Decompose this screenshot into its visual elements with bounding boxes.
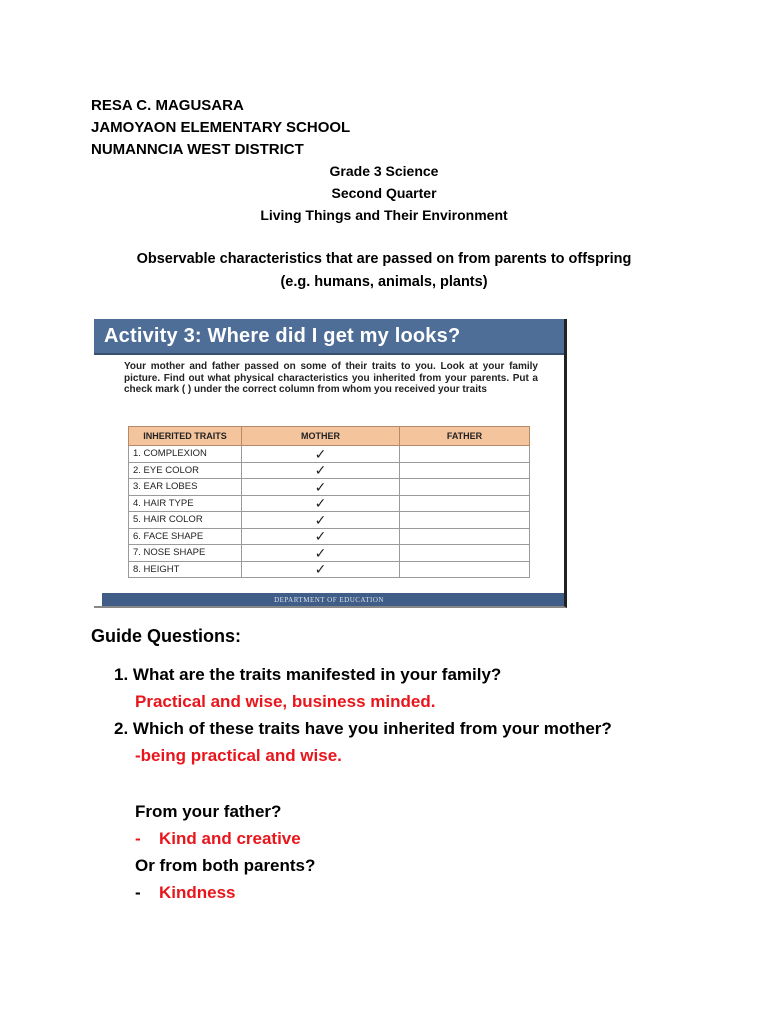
table-row [129, 495, 530, 512]
objective-line-2: (e.g. humans, animals, plants) [280, 274, 488, 290]
activity-image [94, 319, 567, 608]
answer-3 [135, 826, 301, 852]
trait-cell: 8. HEIGHT [129, 561, 242, 578]
trait-cell: 2. EYE COLOR [129, 462, 242, 479]
mother-check-cell: ✓ [242, 512, 400, 529]
guide-heading: Guide Questions: [91, 626, 242, 646]
objective-line-1: Observable characteristics that are passed on from parents to offspring [136, 251, 632, 267]
trait-cell: 3. EAR LOBES [129, 479, 242, 496]
school-name: JAMOYAON ELEMENTARY SCHOOL [91, 119, 351, 136]
table-row [129, 479, 530, 496]
table-row [129, 446, 530, 463]
traits-table [128, 426, 530, 578]
answer-3-dash: - [135, 829, 141, 848]
question-1: 1. What are the traits manifested in your family? [114, 665, 502, 684]
mother-check-cell: ✓ [242, 446, 400, 463]
activity-title: Activity 3: Where did I get my looks? [94, 319, 564, 355]
father-check-cell [400, 446, 530, 463]
activity-footer-edge [94, 593, 102, 607]
column-header-father: FATHER [400, 427, 530, 446]
mother-check-cell: ✓ [242, 462, 400, 479]
mother-check-cell: ✓ [242, 561, 400, 578]
father-check-cell [400, 495, 530, 512]
mother-check-cell: ✓ [242, 495, 400, 512]
trait-cell: 5. HAIR COLOR [129, 512, 242, 529]
district-name: NUMANNCIA WEST DISTRICT [91, 141, 304, 158]
answer-3-text: Kind and creative [159, 829, 301, 848]
table-row [129, 545, 530, 562]
column-header-traits: INHERITED TRAITS [129, 427, 242, 446]
question-3: From your father? [135, 802, 282, 821]
table-row [129, 512, 530, 529]
father-check-cell [400, 561, 530, 578]
answer-2: -being practical and wise. [135, 746, 342, 765]
trait-cell: 1. COMPLEXION [129, 446, 242, 463]
answer-1: Practical and wise, business minded. [135, 692, 436, 711]
question-4: Or from both parents? [135, 856, 316, 875]
answer-4-text: Kindness [159, 883, 236, 902]
father-check-cell [400, 462, 530, 479]
mother-check-cell: ✓ [242, 545, 400, 562]
quarter: Second Quarter [331, 185, 437, 201]
answer-4-dash: - [135, 883, 141, 902]
answer-4 [135, 880, 236, 906]
trait-cell: 6. FACE SHAPE [129, 528, 242, 545]
mother-check-cell: ✓ [242, 528, 400, 545]
activity-instructions: Your mother and father passed on some of their traits to you. Look at your family picture. Find out what physical characteristics you inherited from your parents. Put a check mark ( ) under the correct column from whom you received your traits [124, 361, 538, 395]
grade-subject: Grade 3 Science [329, 163, 439, 179]
topic: Living Things and Their Environment [260, 207, 508, 223]
activity-footer: DEPARTMENT OF EDUCATION [94, 593, 564, 607]
trait-cell: 4. HAIR TYPE [129, 495, 242, 512]
father-check-cell [400, 545, 530, 562]
father-check-cell [400, 528, 530, 545]
father-check-cell [400, 512, 530, 529]
author-name: RESA C. MAGUSARA [91, 97, 244, 114]
question-2: 2. Which of these traits have you inherited from your mother? [114, 719, 612, 738]
table-row [129, 462, 530, 479]
table-row [129, 528, 530, 545]
trait-cell: 7. NOSE SHAPE [129, 545, 242, 562]
father-check-cell [400, 479, 530, 496]
table-row [129, 561, 530, 578]
mother-check-cell: ✓ [242, 479, 400, 496]
column-header-mother: MOTHER [242, 427, 400, 446]
